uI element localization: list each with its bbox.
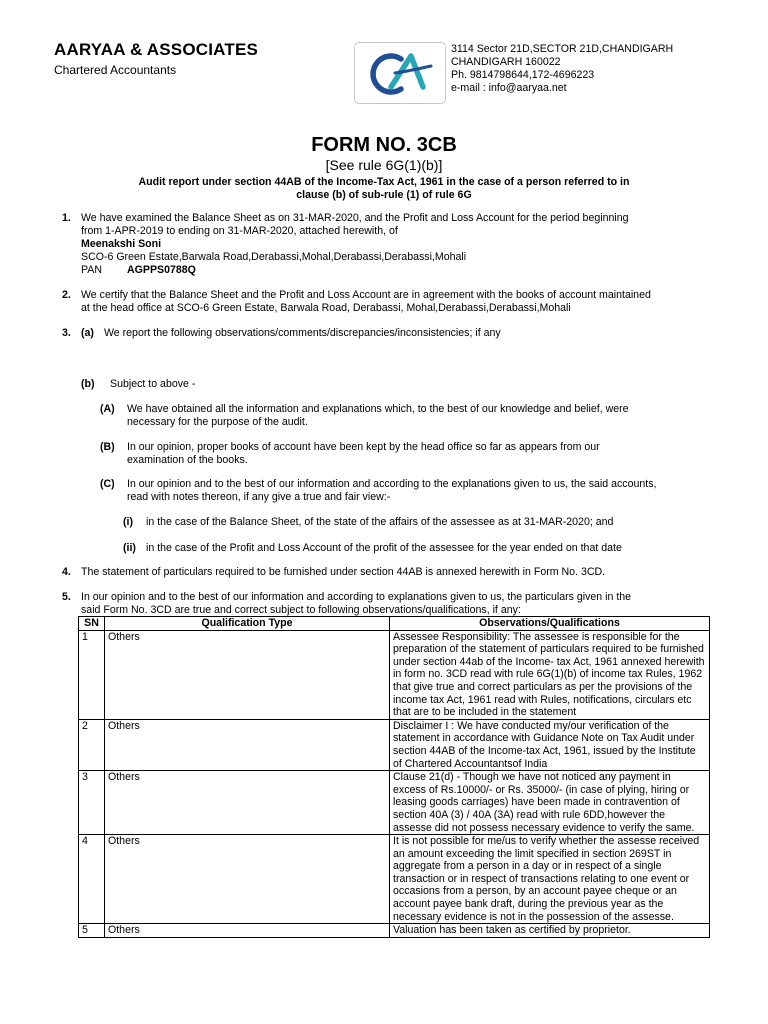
qualifications-table	[78, 616, 710, 938]
table-header-row	[79, 617, 710, 631]
para3-C-line2: read with notes thereon, if any give a true and fair view:-	[127, 491, 391, 503]
email-line: e-mail : info@aaryaa.net	[451, 82, 567, 94]
para5-line2: said Form No. 3CD are true and correct subject to following observations/qualifications, if any:	[81, 604, 521, 616]
row-sn: 2	[79, 719, 105, 770]
pan-value: AGPPS0788Q	[127, 264, 196, 276]
row-observation: It is not possible for me/us to verify whether the assesse received an amount exceeding the limit specified in section 269ST in aggregate from a person in a day or in respect of a single transaction or in respect of transactions relating to one event or occasions from a person, by an account payee cheque or an account payee bank draft, during the previous year as the necessary evidence is not in the possession of the assesse.	[390, 835, 710, 924]
header-qualification-type: Qualification Type	[105, 617, 390, 631]
pan-label: PAN	[81, 264, 102, 276]
para3-B-label: (B)	[100, 441, 115, 453]
para3-number: 3.	[62, 327, 71, 339]
para2-line1: We certify that the Balance Sheet and the Profit and Loss Account are in agreement with the books of account maintained	[81, 289, 651, 301]
form-description	[100, 176, 668, 202]
para1-number: 1.	[62, 212, 71, 224]
assessee-name: Meenakshi Soni	[81, 238, 162, 250]
para3a-text: We report the following observations/comments/discrepancies/inconsistencies; if any	[104, 327, 501, 339]
row-qualification-type: Others	[105, 630, 390, 719]
form-rule: [See rule 6G(1)(b)]	[325, 157, 443, 173]
row-qualification-type: Others	[105, 924, 390, 938]
para4-text: The statement of particulars required to be furnished under section 44AB is annexed herewith in Form No. 3CD.	[81, 566, 606, 578]
para1-line1: We have examined the Balance Sheet as on 31-MAR-2020, and the Profit and Loss Account for the period beginning	[81, 212, 629, 224]
header-observations: Observations/Qualifications	[390, 617, 710, 631]
row-sn: 3	[79, 771, 105, 835]
para3b-text: Subject to above -	[110, 378, 196, 390]
firm-address	[451, 43, 673, 95]
firm-subtitle: Chartered Accountants	[54, 63, 177, 77]
header-sn: SN	[79, 617, 105, 631]
form-description-line: clause (b) of sub-rule (1) of rule 6G	[296, 189, 472, 201]
firm-name: AARYAA & ASSOCIATES	[54, 40, 259, 59]
para3-B-line2: examination of the books.	[127, 454, 248, 466]
row-observation: Clause 21(d) - Though we have not noticed any payment in excess of Rs.10000/- or Rs. 35000/- (in case of plying, hiring or leasing goods carriages) have been made in contravention of section 40A (3) / 40A (3A) read with rule 6DD,however the assesse did not possess necessary evidence to verify the same.	[390, 771, 710, 835]
row-observation: Valuation has been taken as certified by proprietor.	[390, 924, 710, 938]
para3-A-label: (A)	[100, 403, 115, 415]
row-sn: 4	[79, 835, 105, 924]
para5-number: 5.	[62, 591, 71, 603]
para3a-label: (a)	[81, 327, 94, 339]
ca-logo-icon	[361, 47, 439, 99]
table-row	[79, 771, 710, 835]
row-qualification-type: Others	[105, 835, 390, 924]
row-observation: Disclaimer I : We have conducted my/our verification of the statement in accordance with Guidance Note on Tax Audit under section 44AB of the Income-tax Act, 1961, issued by the Institute of Chartered Accountantsof India	[390, 719, 710, 770]
para3-ii-text: in the case of the Profit and Loss Account of the profit of the assessee for the year ended on that date	[146, 542, 622, 554]
row-qualification-type: Others	[105, 719, 390, 770]
para3-ii-label: (ii)	[123, 542, 136, 554]
table-row	[79, 630, 710, 719]
para2-line2: at the head office at SCO-6 Green Estate, Barwala Road, Derabassi, Mohal,Derabassi,Derabassi,Mohali	[81, 302, 571, 314]
ca-logo	[354, 42, 446, 104]
address-line: CHANDIGARH 160022	[451, 56, 561, 68]
form-description-line: Audit report under section 44AB of the Income-Tax Act, 1961 in the case of a person referred to in	[138, 176, 630, 188]
para3-A-line1: We have obtained all the information and explanations which, to the best of our knowledge and belief, were	[127, 403, 629, 415]
row-observation: Assessee Responsibility: The assessee is responsible for the preparation of the statement of particulars required to be furnished under section 44ab of the Income- tax Act, 1961 annexed herewith in form no. 3CD read with rule 6G(1)(b) of income tax Rules, 1962 that give true and correct particulars as per the provisions of the income tax Act, 1961 read with Rules, notifications, circulars etc that are to be included in the statement	[390, 630, 710, 719]
table-row	[79, 924, 710, 938]
para1-line2: from 1-APR-2019 to ending on 31-MAR-2020, attached herewith, of	[81, 225, 398, 237]
para3-C-label: (C)	[100, 478, 115, 490]
para3-A-line2: necessary for the purpose of the audit.	[127, 416, 308, 428]
para3-B-line1: In our opinion, proper books of account have been kept by the head office so far as appears from our	[127, 441, 600, 453]
para3b-label: (b)	[81, 378, 95, 390]
para5-line1: In our opinion and to the best of our information and according to explanations given to us, the particulars given in the	[81, 591, 632, 603]
para3-i-label: (i)	[123, 516, 133, 528]
assessee-address: SCO-6 Green Estate,Barwala Road,Derabassi,Mohal,Derabassi,Derabassi,Mohali	[81, 251, 467, 263]
row-qualification-type: Others	[105, 771, 390, 835]
address-line: 3114 Sector 21D,SECTOR 21D,CHANDIGARH	[451, 43, 674, 55]
row-sn: 5	[79, 924, 105, 938]
para2-number: 2.	[62, 289, 71, 301]
form-title: FORM NO. 3CB	[311, 134, 457, 156]
para4-number: 4.	[62, 566, 71, 578]
row-sn: 1	[79, 630, 105, 719]
table-row	[79, 835, 710, 924]
para3-C-line1: In our opinion and to the best of our information and according to the explanations given to us, the said accounts,	[127, 478, 657, 490]
para3-i-text: in the case of the Balance Sheet, of the state of the affairs of the assessee as at 31-MAR-2020; and	[146, 516, 614, 528]
phone-line: Ph. 9814798644,172-4696223	[451, 69, 595, 81]
table-row	[79, 719, 710, 770]
